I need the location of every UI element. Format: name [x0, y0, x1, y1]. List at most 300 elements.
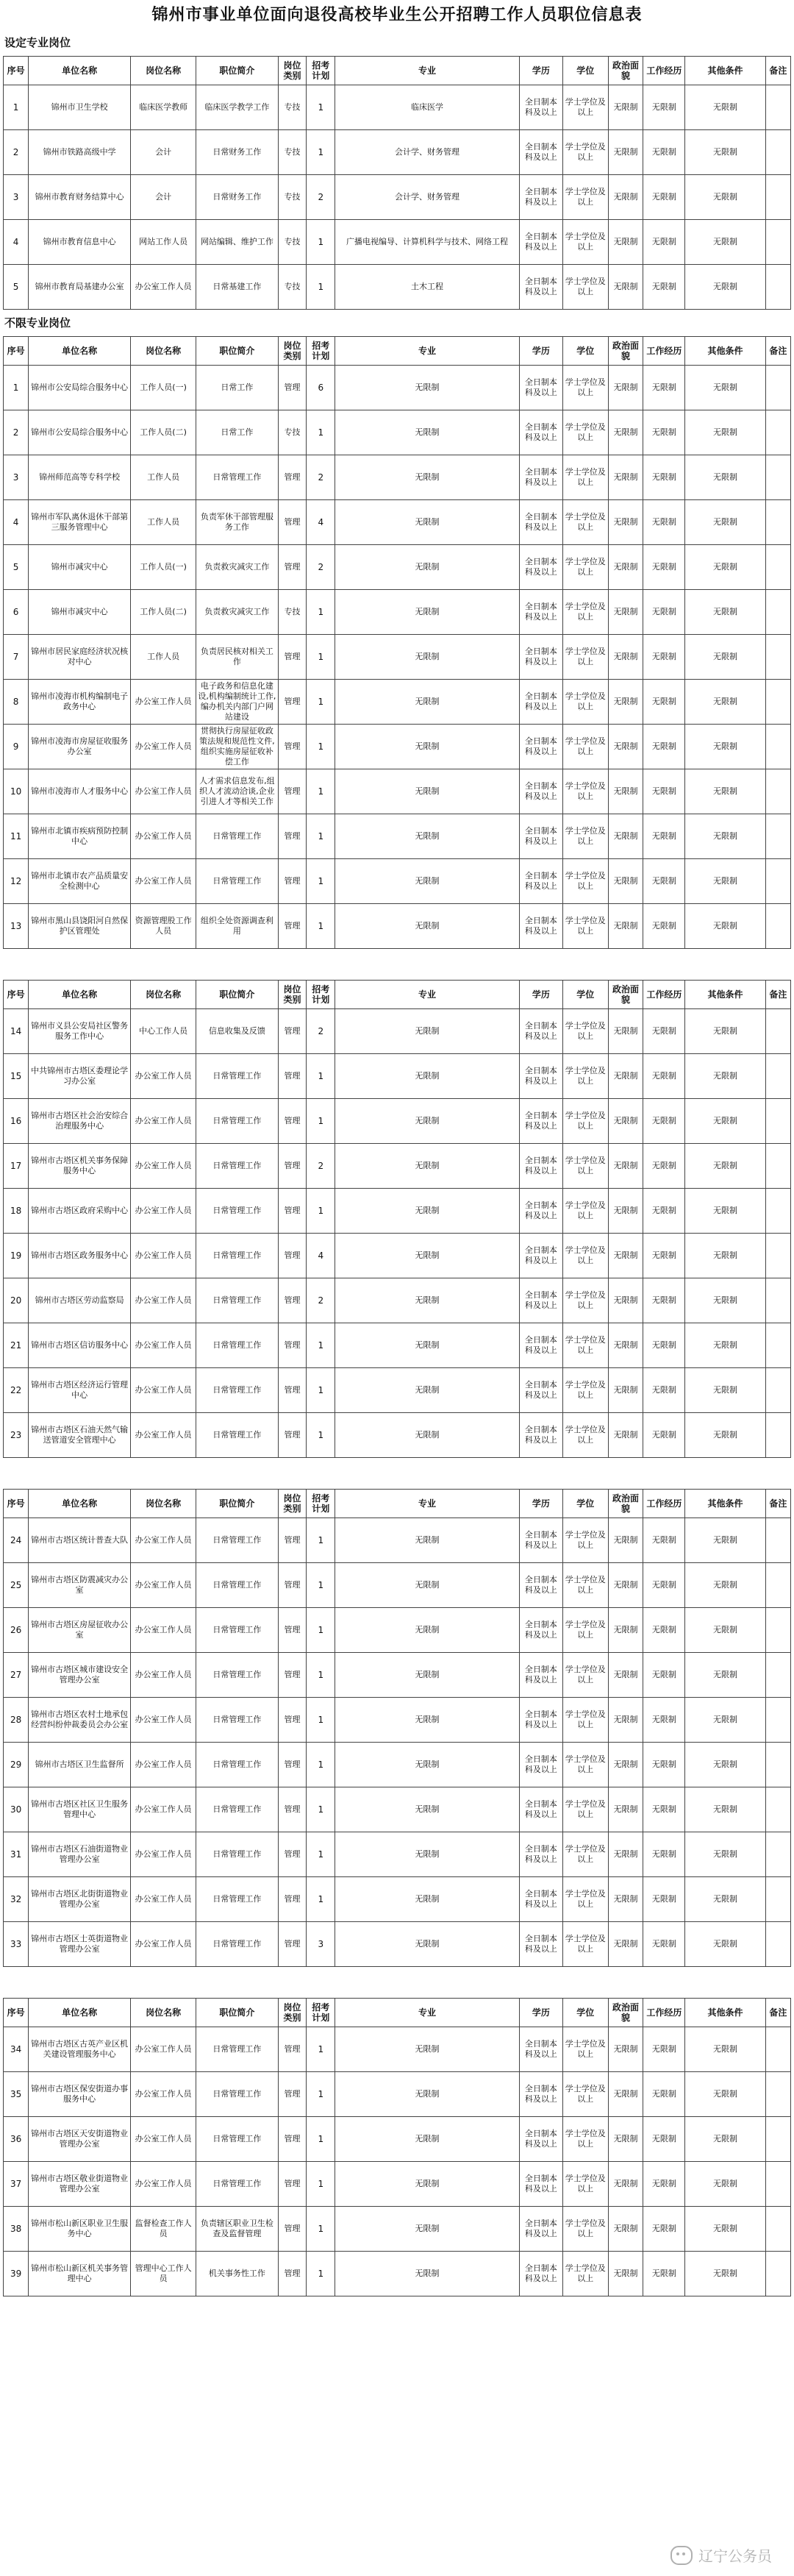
cell-position-intro: 日常管理工作 [196, 814, 279, 859]
cell-position-category: 管理 [278, 1009, 307, 1054]
cell-education: 全日制本科及以上 [519, 2117, 562, 2162]
cell-other-conditions: 无限制 [685, 85, 765, 130]
cell-position-name: 办公室工作人员 [131, 1653, 196, 1698]
column-header-education: 学历 [519, 1490, 562, 1518]
cell-degree: 学士学位及以上 [563, 635, 609, 680]
cell-work-experience: 无限制 [643, 1653, 685, 1698]
cell-other-conditions: 无限制 [685, 2207, 765, 2252]
cell-position-intro: 日常管理工作 [196, 1922, 279, 1967]
cell-position-name: 办公室工作人员 [131, 2072, 196, 2117]
cell-unit-name: 锦州市凌海市机构编制电子政务中心 [29, 680, 131, 725]
cell-remarks [765, 1563, 790, 1608]
cell-unit-name: 锦州市古塔区统计普查大队 [29, 1518, 131, 1563]
cell-recruit-count: 1 [307, 1698, 335, 1743]
cell-unit-name: 锦州市古塔区石油天然气输送管道安全管理中心 [29, 1413, 131, 1458]
cell-degree: 学士学位及以上 [563, 2027, 609, 2072]
cell-recruit-count: 1 [307, 680, 335, 725]
cell-unit-name: 锦州市义县公安局社区警务服务工作中心 [29, 1009, 131, 1054]
cell-unit-name: 锦州市古塔区天安街道物业管理办公室 [29, 2117, 131, 2162]
cell-major: 会计学、财务管理 [335, 130, 520, 175]
table-row [4, 680, 791, 725]
cell-remarks [765, 590, 790, 635]
table-header-row [4, 1999, 791, 2027]
cell-political-status: 无限制 [608, 175, 643, 220]
cell-recruit-count: 1 [307, 1877, 335, 1922]
cell-seq: 2 [4, 130, 29, 175]
cell-work-experience: 无限制 [643, 1563, 685, 1608]
cell-seq: 1 [4, 85, 29, 130]
column-header-position-intro: 职位简介 [196, 1490, 279, 1518]
cell-position-intro: 日常工作 [196, 366, 279, 410]
cell-education: 全日制本科及以上 [519, 1922, 562, 1967]
table-row [4, 2162, 791, 2207]
cell-major: 无限制 [335, 366, 520, 410]
cell-work-experience: 无限制 [643, 455, 685, 500]
cell-political-status: 无限制 [608, 130, 643, 175]
column-header-education: 学历 [519, 57, 562, 85]
section-gap [0, 1967, 794, 1998]
cell-recruit-count: 1 [307, 725, 335, 769]
cell-education: 全日制本科及以上 [519, 1698, 562, 1743]
column-header-political-status: 政治面貌 [608, 981, 643, 1009]
cell-degree: 学士学位及以上 [563, 1877, 609, 1922]
cell-position-category: 专技 [278, 410, 307, 455]
cell-position-category: 管理 [278, 2027, 307, 2072]
cell-recruit-count: 2 [307, 1144, 335, 1189]
cell-remarks [765, 1787, 790, 1832]
cell-political-status: 无限制 [608, 366, 643, 410]
cell-other-conditions: 无限制 [685, 1189, 765, 1234]
cell-recruit-count: 1 [307, 2162, 335, 2207]
cell-position-intro: 组织全处资源调查利用 [196, 904, 279, 949]
cell-unit-name: 锦州市军队离休退休干部第三服务管理中心 [29, 500, 131, 545]
cell-position-name: 办公室工作人员 [131, 1099, 196, 1144]
cell-other-conditions: 无限制 [685, 1368, 765, 1413]
cell-major: 无限制 [335, 1413, 520, 1458]
cell-unit-name: 锦州师范高等专科学校 [29, 455, 131, 500]
cell-political-status: 无限制 [608, 1608, 643, 1653]
cell-work-experience: 无限制 [643, 130, 685, 175]
cell-other-conditions: 无限制 [685, 1787, 765, 1832]
cell-other-conditions: 无限制 [685, 1099, 765, 1144]
cell-position-intro: 日常管理工作 [196, 1653, 279, 1698]
cell-work-experience: 无限制 [643, 1099, 685, 1144]
cell-education: 全日制本科及以上 [519, 1099, 562, 1144]
cell-recruit-count: 2 [307, 1009, 335, 1054]
cell-major: 无限制 [335, 1323, 520, 1368]
cell-political-status: 无限制 [608, 680, 643, 725]
cell-remarks [765, 1877, 790, 1922]
cell-unit-name: 锦州市古塔区北街街道物业管理办公室 [29, 1877, 131, 1922]
cell-position-category: 管理 [278, 2162, 307, 2207]
cell-unit-name: 锦州市居民家庭经济状况核对中心 [29, 635, 131, 680]
cell-degree: 学士学位及以上 [563, 1368, 609, 1413]
cell-remarks [765, 545, 790, 590]
cell-position-intro: 日常管理工作 [196, 1099, 279, 1144]
cell-position-intro: 电子政务和信息化建设,机构编制统计工作,编办机关内部门户网站建设 [196, 680, 279, 725]
table-row [4, 2117, 791, 2162]
cell-major: 无限制 [335, 455, 520, 500]
cell-work-experience: 无限制 [643, 265, 685, 310]
cell-position-intro: 日常管理工作 [196, 2162, 279, 2207]
cell-recruit-count: 1 [307, 2252, 335, 2296]
cell-other-conditions: 无限制 [685, 545, 765, 590]
cell-work-experience: 无限制 [643, 1234, 685, 1278]
cell-position-category: 专技 [278, 265, 307, 310]
cell-political-status: 无限制 [608, 265, 643, 310]
table-row [4, 1743, 791, 1787]
cell-major: 无限制 [335, 1054, 520, 1099]
table-row [4, 635, 791, 680]
cell-other-conditions: 无限制 [685, 590, 765, 635]
cell-degree: 学士学位及以上 [563, 1189, 609, 1234]
cell-political-status: 无限制 [608, 1922, 643, 1967]
table-row [4, 859, 791, 904]
cell-seq: 4 [4, 220, 29, 265]
section-gap [0, 949, 794, 980]
cell-recruit-count: 1 [307, 1323, 335, 1368]
cell-remarks [765, 1413, 790, 1458]
cell-position-name: 办公室工作人员 [131, 2027, 196, 2072]
cell-seq: 33 [4, 1922, 29, 1967]
cell-work-experience: 无限制 [643, 1413, 685, 1458]
cell-recruit-count: 2 [307, 175, 335, 220]
cell-position-intro: 贯彻执行房屋征收政策法规和规范性文件,组织实施房屋征收补偿工作 [196, 725, 279, 769]
cell-position-category: 管理 [278, 1234, 307, 1278]
cell-position-category: 管理 [278, 1054, 307, 1099]
cell-work-experience: 无限制 [643, 220, 685, 265]
cell-recruit-count: 1 [307, 2207, 335, 2252]
cell-unit-name: 锦州市铁路高级中学 [29, 130, 131, 175]
cell-unit-name: 锦州市减灾中心 [29, 590, 131, 635]
cell-remarks [765, 2207, 790, 2252]
cell-unit-name: 锦州市古塔区士英街道物业管理办公室 [29, 1922, 131, 1967]
cell-degree: 学士学位及以上 [563, 1323, 609, 1368]
cell-degree: 学士学位及以上 [563, 1832, 609, 1877]
column-header-position-category: 岗位类别 [278, 1490, 307, 1518]
cell-position-intro: 日常管理工作 [196, 1743, 279, 1787]
cell-position-name: 办公室工作人员 [131, 1563, 196, 1608]
cell-recruit-count: 1 [307, 130, 335, 175]
cell-recruit-count: 3 [307, 1922, 335, 1967]
cell-recruit-count: 1 [307, 1099, 335, 1144]
cell-political-status: 无限制 [608, 1832, 643, 1877]
cell-remarks [765, 1054, 790, 1099]
cell-degree: 学士学位及以上 [563, 2117, 609, 2162]
cell-major: 无限制 [335, 1608, 520, 1653]
cell-seq: 24 [4, 1518, 29, 1563]
cell-remarks [765, 635, 790, 680]
column-header-political-status: 政治面貌 [608, 337, 643, 366]
cell-remarks [765, 1922, 790, 1967]
cell-remarks [765, 455, 790, 500]
table-header-row [4, 337, 791, 366]
table-row [4, 1144, 791, 1189]
cell-recruit-count: 1 [307, 904, 335, 949]
cell-other-conditions: 无限制 [685, 1323, 765, 1368]
cell-position-category: 管理 [278, 1832, 307, 1877]
cell-position-name: 工作人员(一) [131, 545, 196, 590]
cell-remarks [765, 904, 790, 949]
column-header-political-status: 政治面貌 [608, 57, 643, 85]
cell-position-category: 管理 [278, 500, 307, 545]
cell-education: 全日制本科及以上 [519, 2027, 562, 2072]
cell-position-intro: 日常管理工作 [196, 1608, 279, 1653]
column-header-education: 学历 [519, 1999, 562, 2027]
cell-other-conditions: 无限制 [685, 175, 765, 220]
column-header-position-category: 岗位类别 [278, 57, 307, 85]
cell-political-status: 无限制 [608, 455, 643, 500]
column-header-seq: 序号 [4, 1999, 29, 2027]
cell-recruit-count: 1 [307, 1563, 335, 1608]
table-row [4, 175, 791, 220]
cell-work-experience: 无限制 [643, 2162, 685, 2207]
cell-position-category: 管理 [278, 814, 307, 859]
cell-political-status: 无限制 [608, 1413, 643, 1458]
cell-political-status: 无限制 [608, 545, 643, 590]
cell-major: 无限制 [335, 1518, 520, 1563]
cell-position-intro: 人才需求信息发布,组织人才流动洽谈,企业引进人才等相关工作 [196, 769, 279, 814]
cell-education: 全日制本科及以上 [519, 2207, 562, 2252]
cell-position-name: 办公室工作人员 [131, 1144, 196, 1189]
cell-position-category: 管理 [278, 1413, 307, 1458]
cell-remarks [765, 1368, 790, 1413]
cell-work-experience: 无限制 [643, 859, 685, 904]
cell-education: 全日制本科及以上 [519, 455, 562, 500]
cell-seq: 9 [4, 725, 29, 769]
cell-position-category: 管理 [278, 455, 307, 500]
cell-work-experience: 无限制 [643, 769, 685, 814]
cell-position-intro: 日常管理工作 [196, 1832, 279, 1877]
column-header-recruit-count: 招考计划 [307, 57, 335, 85]
cell-unit-name: 锦州市古塔区敬业街道物业管理办公室 [29, 2162, 131, 2207]
cell-education: 全日制本科及以上 [519, 1832, 562, 1877]
cell-position-intro: 日常管理工作 [196, 859, 279, 904]
table-row [4, 1922, 791, 1967]
cell-position-name: 工作人员(一) [131, 366, 196, 410]
cell-degree: 学士学位及以上 [563, 1653, 609, 1698]
cell-unit-name: 锦州市古塔区社会治安综合治理服务中心 [29, 1099, 131, 1144]
cell-recruit-count: 1 [307, 220, 335, 265]
cell-degree: 学士学位及以上 [563, 2252, 609, 2296]
cell-work-experience: 无限制 [643, 590, 685, 635]
cell-political-status: 无限制 [608, 904, 643, 949]
cell-major: 无限制 [335, 500, 520, 545]
cell-unit-name: 锦州市古塔区城市建设安全管理办公室 [29, 1653, 131, 1698]
cell-degree: 学士学位及以上 [563, 265, 609, 310]
cell-political-status: 无限制 [608, 590, 643, 635]
column-header-position-name: 岗位名称 [131, 1490, 196, 1518]
cell-other-conditions: 无限制 [685, 500, 765, 545]
cell-position-category: 管理 [278, 1563, 307, 1608]
cell-degree: 学士学位及以上 [563, 545, 609, 590]
recruitment-table-document [0, 29, 794, 2296]
cell-education: 全日制本科及以上 [519, 1743, 562, 1787]
cell-position-name: 办公室工作人员 [131, 2117, 196, 2162]
cell-position-name: 办公室工作人员 [131, 725, 196, 769]
cell-major: 无限制 [335, 590, 520, 635]
table-row [4, 2207, 791, 2252]
cell-position-name: 办公室工作人员 [131, 1323, 196, 1368]
cell-other-conditions: 无限制 [685, 680, 765, 725]
cell-unit-name: 锦州市古塔区劳动监察局 [29, 1278, 131, 1323]
cell-position-name: 办公室工作人员 [131, 769, 196, 814]
cell-seq: 20 [4, 1278, 29, 1323]
cell-position-name: 办公室工作人员 [131, 1278, 196, 1323]
cell-political-status: 无限制 [608, 2117, 643, 2162]
cell-other-conditions: 无限制 [685, 2027, 765, 2072]
cell-seq: 34 [4, 2027, 29, 2072]
cell-unit-name: 锦州市古塔区经济运行管理中心 [29, 1368, 131, 1413]
table-row [4, 814, 791, 859]
cell-position-category: 管理 [278, 1922, 307, 1967]
cell-seq: 10 [4, 769, 29, 814]
cell-political-status: 无限制 [608, 1787, 643, 1832]
cell-other-conditions: 无限制 [685, 1234, 765, 1278]
watermark-text: 辽宁公务员 [698, 2547, 772, 2565]
cell-remarks [765, 859, 790, 904]
cell-seq: 32 [4, 1877, 29, 1922]
table-row [4, 410, 791, 455]
cell-major: 无限制 [335, 1234, 520, 1278]
cell-unit-name: 锦州市古塔区机关事务保障服务中心 [29, 1144, 131, 1189]
cell-major: 无限制 [335, 1653, 520, 1698]
cell-degree: 学士学位及以上 [563, 1518, 609, 1563]
cell-seq: 31 [4, 1832, 29, 1877]
positions-table [3, 1489, 791, 1967]
cell-major: 无限制 [335, 2252, 520, 2296]
cell-position-name: 资源管理股工作人员 [131, 904, 196, 949]
cell-degree: 学士学位及以上 [563, 1009, 609, 1054]
cell-other-conditions: 无限制 [685, 1877, 765, 1922]
cell-work-experience: 无限制 [643, 2252, 685, 2296]
cell-work-experience: 无限制 [643, 1877, 685, 1922]
cell-recruit-count: 1 [307, 1413, 335, 1458]
cell-position-name: 办公室工作人员 [131, 1413, 196, 1458]
cell-position-category: 管理 [278, 725, 307, 769]
cell-position-name: 办公室工作人员 [131, 1743, 196, 1787]
cell-position-category: 管理 [278, 1787, 307, 1832]
cell-major: 无限制 [335, 2162, 520, 2207]
cell-political-status: 无限制 [608, 1278, 643, 1323]
cell-position-category: 管理 [278, 904, 307, 949]
column-header-seq: 序号 [4, 57, 29, 85]
cell-degree: 学士学位及以上 [563, 859, 609, 904]
cell-seq: 27 [4, 1653, 29, 1698]
cell-degree: 学士学位及以上 [563, 590, 609, 635]
cell-position-category: 管理 [278, 635, 307, 680]
cell-position-category: 管理 [278, 680, 307, 725]
cell-seq: 38 [4, 2207, 29, 2252]
cell-recruit-count: 1 [307, 1653, 335, 1698]
cell-seq: 11 [4, 814, 29, 859]
cell-work-experience: 无限制 [643, 1608, 685, 1653]
cell-seq: 3 [4, 175, 29, 220]
column-header-position-intro: 职位简介 [196, 57, 279, 85]
cell-remarks [765, 1323, 790, 1368]
cell-unit-name: 锦州市古塔区社区卫生服务管理中心 [29, 1787, 131, 1832]
table-row [4, 1368, 791, 1413]
cell-major: 无限制 [335, 1368, 520, 1413]
cell-seq: 18 [4, 1189, 29, 1234]
cell-remarks [765, 265, 790, 310]
cell-degree: 学士学位及以上 [563, 500, 609, 545]
cell-position-category: 管理 [278, 2207, 307, 2252]
cell-recruit-count: 1 [307, 410, 335, 455]
column-header-unit-name: 单位名称 [29, 981, 131, 1009]
cell-position-category: 管理 [278, 769, 307, 814]
cell-major: 无限制 [335, 1922, 520, 1967]
cell-recruit-count: 1 [307, 635, 335, 680]
column-header-unit-name: 单位名称 [29, 337, 131, 366]
column-header-education: 学历 [519, 981, 562, 1009]
table-row [4, 1234, 791, 1278]
cell-major: 无限制 [335, 769, 520, 814]
cell-recruit-count: 1 [307, 590, 335, 635]
column-header-position-name: 岗位名称 [131, 1999, 196, 2027]
column-header-work-experience: 工作经历 [643, 981, 685, 1009]
cell-other-conditions: 无限制 [685, 1278, 765, 1323]
cell-position-intro: 日常财务工作 [196, 175, 279, 220]
column-header-degree: 学位 [563, 1490, 609, 1518]
column-header-position-category: 岗位类别 [278, 981, 307, 1009]
cell-remarks [765, 1144, 790, 1189]
cell-political-status: 无限制 [608, 1009, 643, 1054]
cell-other-conditions: 无限制 [685, 1518, 765, 1563]
cell-education: 全日制本科及以上 [519, 1234, 562, 1278]
cell-other-conditions: 无限制 [685, 1608, 765, 1653]
cell-degree: 学士学位及以上 [563, 1413, 609, 1458]
cell-political-status: 无限制 [608, 1234, 643, 1278]
cell-position-category: 专技 [278, 85, 307, 130]
column-header-recruit-count: 招考计划 [307, 337, 335, 366]
cell-recruit-count: 6 [307, 366, 335, 410]
cell-political-status: 无限制 [608, 1563, 643, 1608]
cell-position-name: 网站工作人员 [131, 220, 196, 265]
column-header-other-conditions: 其他条件 [685, 1490, 765, 1518]
cell-position-intro: 日常管理工作 [196, 1518, 279, 1563]
cell-degree: 学士学位及以上 [563, 1563, 609, 1608]
cell-major: 无限制 [335, 814, 520, 859]
column-header-work-experience: 工作经历 [643, 1999, 685, 2027]
column-header-remarks: 备注 [765, 1490, 790, 1518]
column-header-position-intro: 职位简介 [196, 1999, 279, 2027]
cell-position-category: 管理 [278, 1653, 307, 1698]
cell-other-conditions: 无限制 [685, 2162, 765, 2207]
cell-work-experience: 无限制 [643, 410, 685, 455]
cell-position-category: 专技 [278, 175, 307, 220]
cell-position-intro: 日常管理工作 [196, 1278, 279, 1323]
cell-degree: 学士学位及以上 [563, 904, 609, 949]
column-header-other-conditions: 其他条件 [685, 1999, 765, 2027]
cell-education: 全日制本科及以上 [519, 175, 562, 220]
cell-position-name: 会计 [131, 130, 196, 175]
cell-political-status: 无限制 [608, 1144, 643, 1189]
cell-position-intro: 日常管理工作 [196, 1323, 279, 1368]
column-header-seq: 序号 [4, 981, 29, 1009]
cell-unit-name: 锦州市北镇市农产品质量安全检测中心 [29, 859, 131, 904]
cell-position-name: 工作人员(二) [131, 590, 196, 635]
cell-seq: 26 [4, 1608, 29, 1653]
cell-degree: 学士学位及以上 [563, 814, 609, 859]
cell-other-conditions: 无限制 [685, 859, 765, 904]
column-header-seq: 序号 [4, 337, 29, 366]
cell-other-conditions: 无限制 [685, 1698, 765, 1743]
cell-position-category: 管理 [278, 1518, 307, 1563]
cell-work-experience: 无限制 [643, 635, 685, 680]
cell-unit-name: 锦州市古塔区农村土地承包经营纠纷仲裁委员会办公室 [29, 1698, 131, 1743]
cell-major: 无限制 [335, 1787, 520, 1832]
